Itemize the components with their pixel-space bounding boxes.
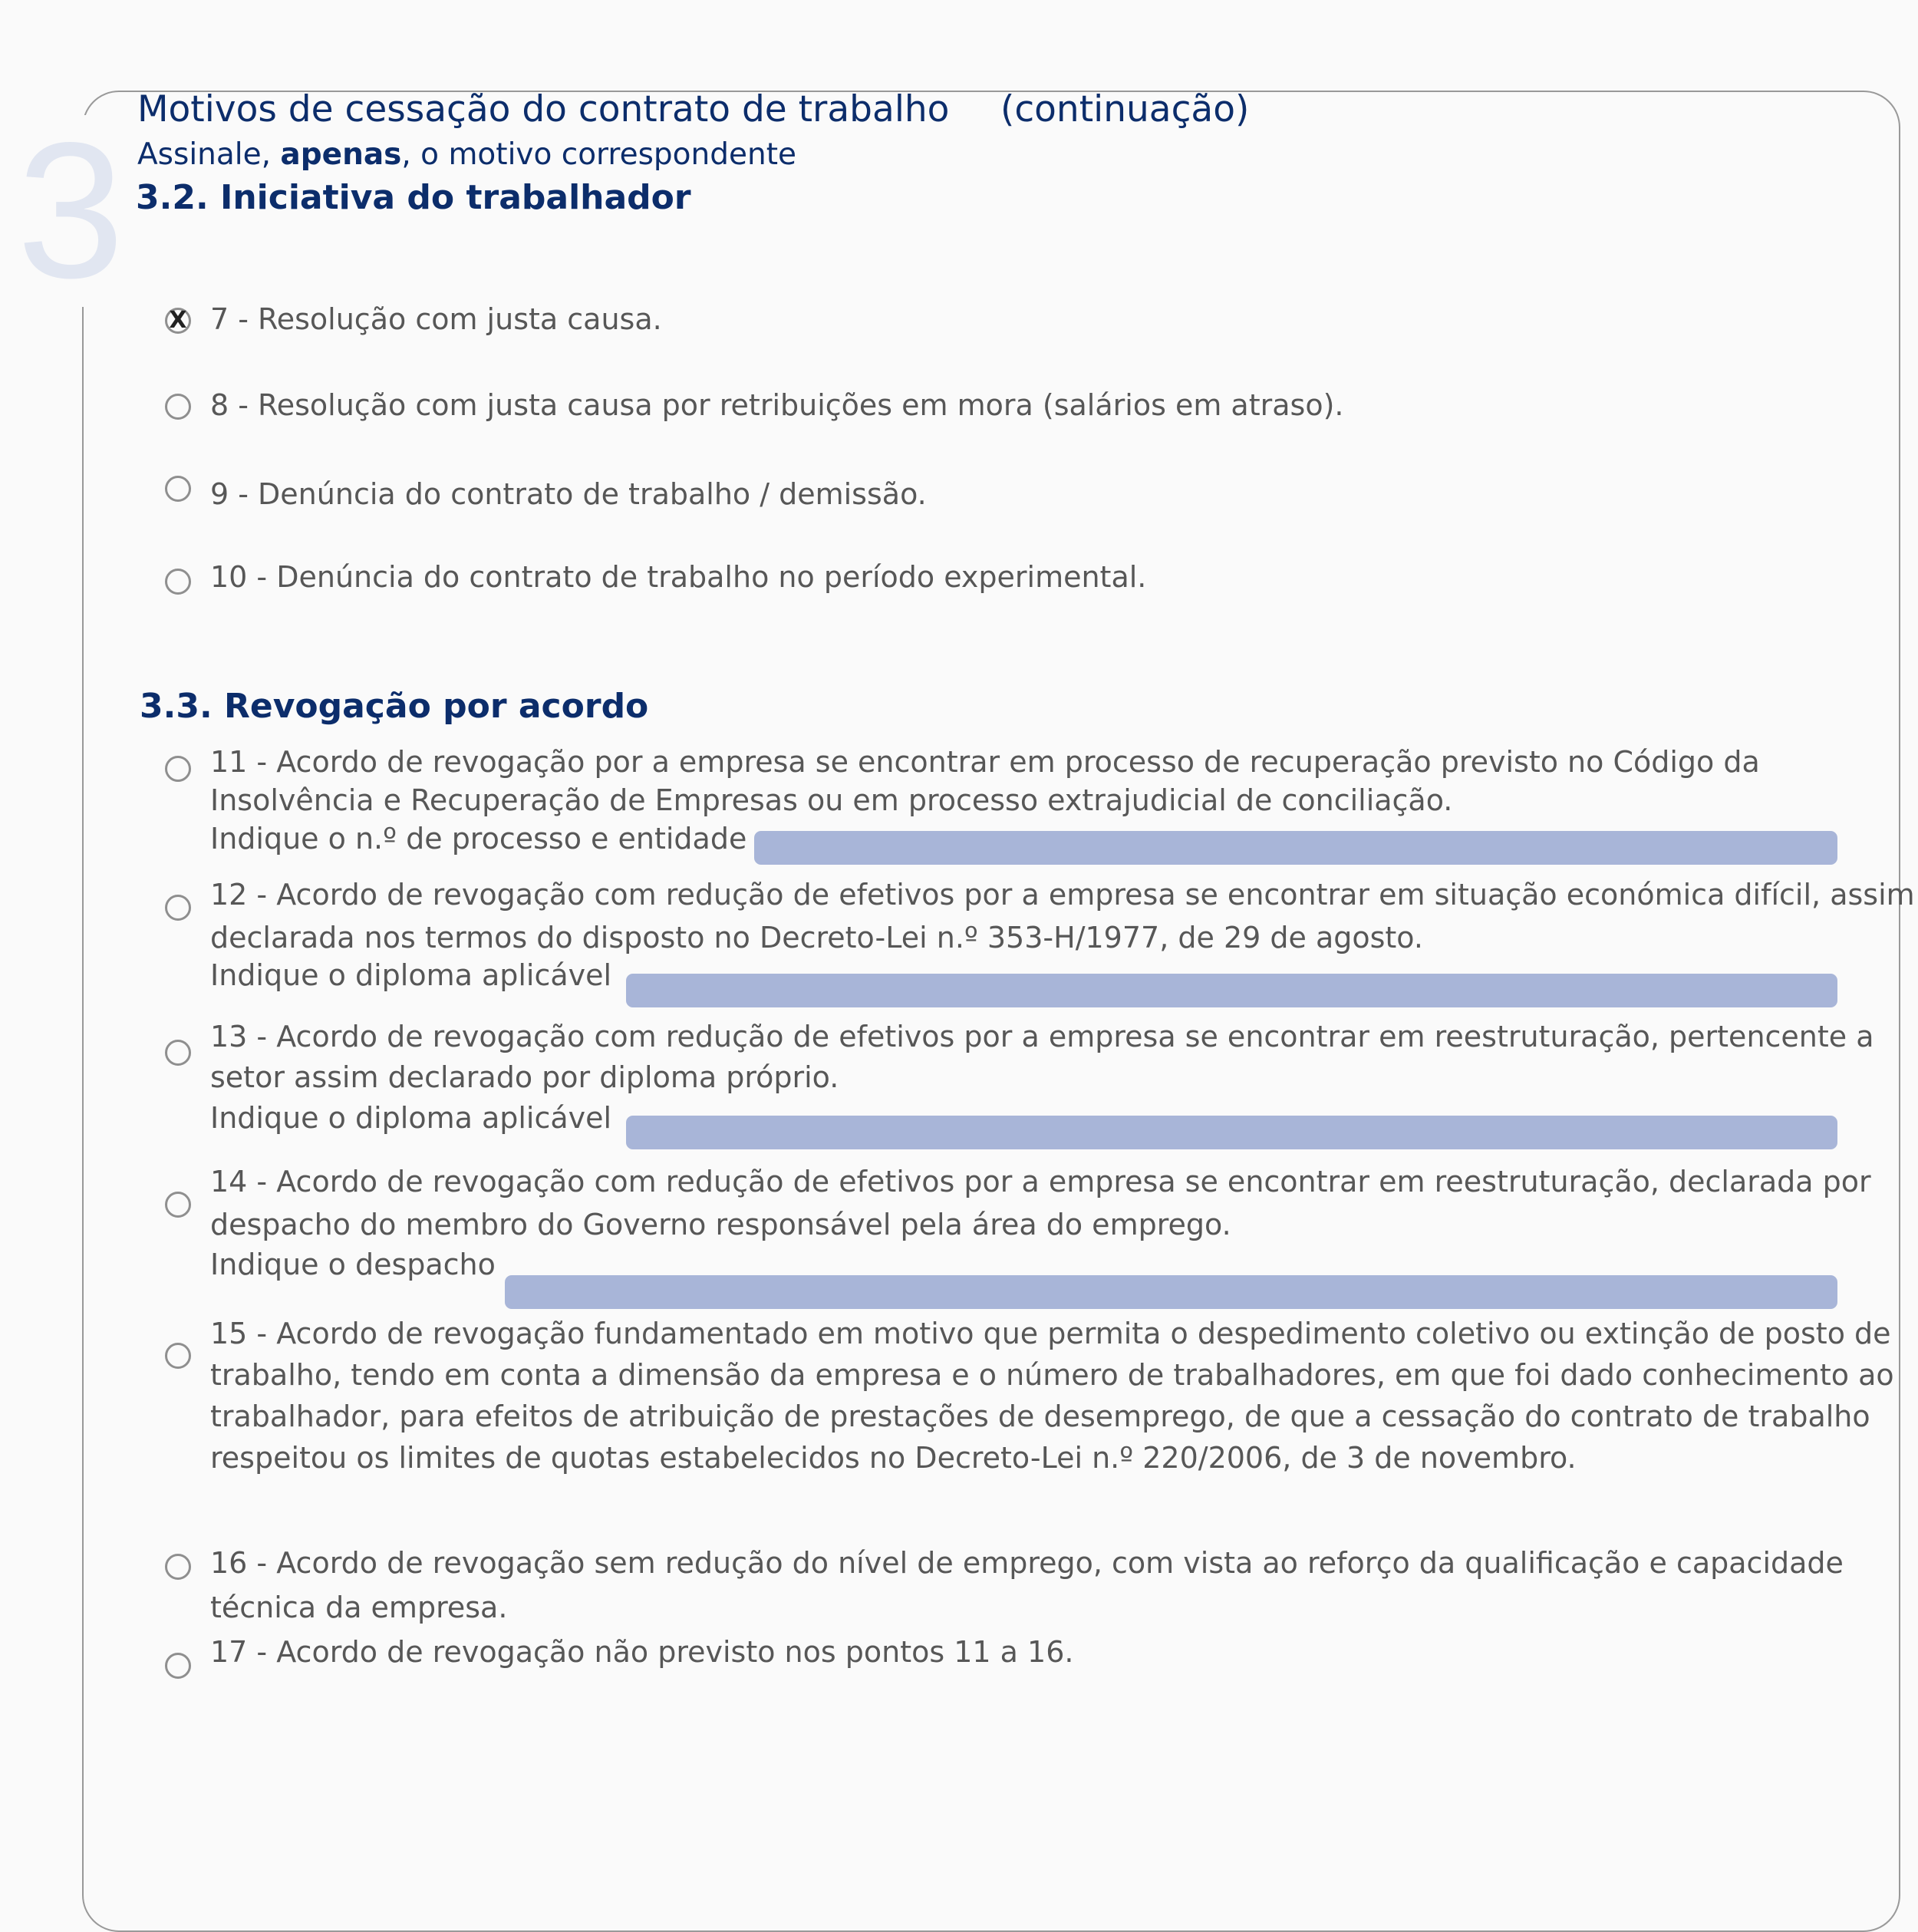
radio-option-10[interactable] (165, 569, 191, 595)
radio-option-8[interactable] (165, 394, 191, 420)
option-15-label: 15 - Acordo de revogação fundamentado em motivo que permita o despedimento coletivo ou extinção de posto de trabalho, tendo em conta a dimensão da empresa e o número de trabalhadores, em que foi dado conhecimento ao trabalhador, para efeitos de atribuição de prestações de desemprego, de que a cessação do contrato de trabalho respeitou os limites de quotas estabelecidos no Decreto-Lei n.º 220/2006, de 3 de novembro. (210, 1317, 1894, 1475)
instruction-prefix: Assinale, (137, 137, 281, 172)
form-title: Motivos de cessação do contrato de trabalho (137, 88, 950, 130)
radio-option-13[interactable] (165, 1040, 191, 1066)
option-14-label: 14 - Acordo de revogação com redução de efetivos por a empresa se encontrar em reestruturação, declarada por despacho do membro do Governo responsável pela área do emprego. Indique o despacho (210, 1165, 1871, 1281)
instruction-suffix: , o motivo correspondente (401, 137, 796, 172)
instruction-emphasis: apenas (280, 137, 402, 172)
radio-option-16[interactable] (165, 1554, 191, 1580)
radio-option-7[interactable] (165, 308, 191, 334)
radio-option-12[interactable] (165, 895, 191, 921)
diploma-field-12[interactable] (626, 974, 1837, 1007)
option-10-label: 10 - Denúncia do contrato de trabalho no período experimental. (210, 560, 1147, 594)
process-number-field[interactable] (754, 831, 1837, 865)
checked-x-mark: X (169, 307, 187, 334)
option-13-label: 13 - Acordo de revogação com redução de efetivos por a empresa se encontrar em reestruturação, pertencente a setor assim declarado por diploma próprio. Indique o diploma aplicável (210, 1020, 1874, 1135)
option-9-label: 9 - Denúncia do contrato de trabalho / demissão. (210, 477, 927, 511)
radio-option-15[interactable] (165, 1343, 191, 1369)
diploma-field-13[interactable] (626, 1116, 1837, 1149)
radio-option-9[interactable] (165, 476, 191, 502)
option-8-label: 8 - Resolução com justa causa por retribuições em mora (salários em atraso). (210, 388, 1344, 422)
section-number: 3 (17, 103, 125, 318)
radio-option-14[interactable] (165, 1192, 191, 1218)
instruction-text (137, 136, 796, 174)
option-11-label: 11 - Acordo de revogação por a empresa se encontrar em processo de recuperação previsto no Código da Insolvência e Recuperação de Empresas ou em processo extrajudicial de conciliação. Indique o n.º de processo e entidade (210, 745, 1760, 856)
option-7-label: 7 - Resolução com justa causa. (210, 302, 662, 336)
radio-option-11[interactable] (165, 756, 191, 782)
section-heading-3-3: 3.3. Revogação por acordo (140, 687, 649, 726)
option-17-label: 17 - Acordo de revogação não previsto nos pontos 11 a 16. (210, 1635, 1074, 1669)
option-12-label: 12 - Acordo de revogação com redução de efetivos por a empresa se encontrar em situação económica difícil, assim declarada nos termos do disposto no Decreto-Lei n.º 353-H/1977, de 29 de agosto. Indique o diploma aplicável (210, 878, 1915, 992)
radio-option-17[interactable] (165, 1653, 191, 1679)
title-continuation: (continuação) (1000, 88, 1250, 130)
option-16-label: 16 - Acordo de revogação sem redução do nível de emprego, com vista ao reforço da qualificação e capacidade técnica da empresa. (210, 1546, 1844, 1624)
despacho-field[interactable] (505, 1275, 1837, 1309)
section-heading-3-2: 3.2. Iniciativa do trabalhador (136, 178, 691, 217)
